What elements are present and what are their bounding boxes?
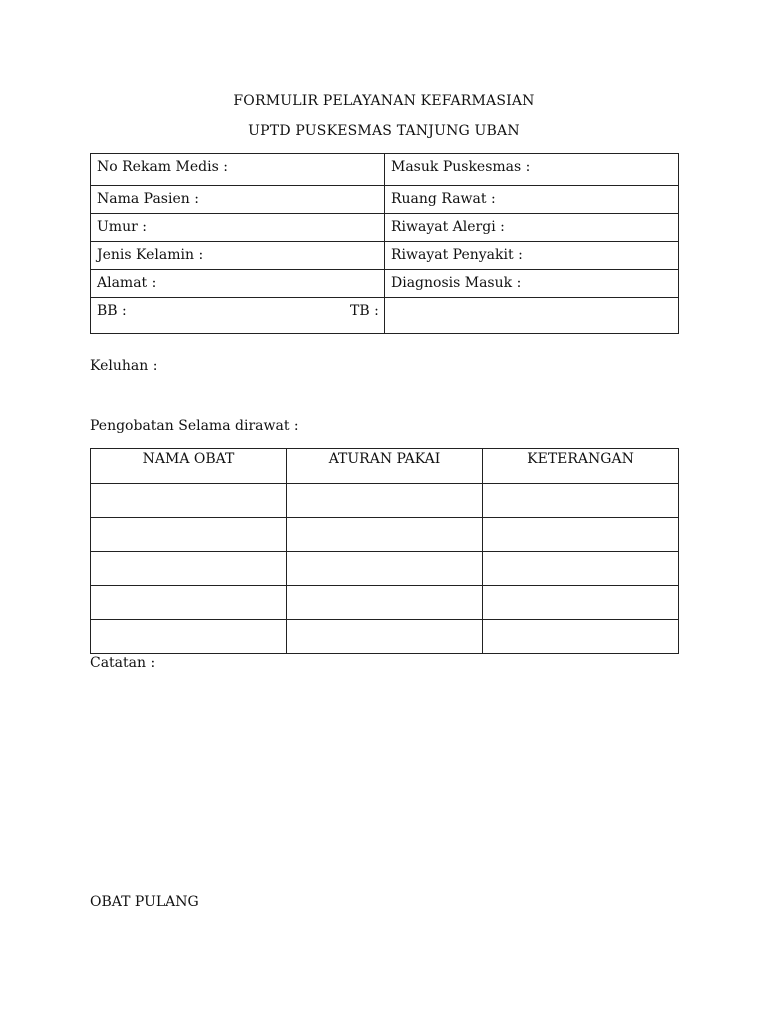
table-cell[interactable] xyxy=(287,586,483,620)
diagnosis-masuk-label: Diagnosis Masuk : xyxy=(391,275,522,291)
keluhan-label: Keluhan : xyxy=(90,358,158,374)
masuk-puskesmas-label: Masuk Puskesmas : xyxy=(391,159,531,175)
col-nama-obat: NAMA OBAT xyxy=(91,449,287,484)
umur-label: Umur : xyxy=(97,219,147,235)
riwayat-penyakit-label: Riwayat Penyakit : xyxy=(391,247,523,263)
medication-table xyxy=(90,448,679,654)
jenis-kelamin-label: Jenis Kelamin : xyxy=(97,247,204,263)
table-row xyxy=(91,586,679,620)
col-aturan-pakai: ATURAN PAKAI xyxy=(287,449,483,484)
table-row xyxy=(91,154,679,186)
table-cell[interactable] xyxy=(91,518,287,552)
table-row xyxy=(91,484,679,518)
ruang-rawat-label: Ruang Rawat : xyxy=(391,191,496,207)
table-cell[interactable] xyxy=(91,620,287,654)
patient-info-table xyxy=(90,153,679,334)
nama-pasien-label: Nama Pasien : xyxy=(97,191,199,207)
masuk-puskesmas-field[interactable] xyxy=(385,154,679,186)
table-cell[interactable] xyxy=(287,552,483,586)
table-row xyxy=(91,242,679,270)
table-cell[interactable] xyxy=(91,484,287,518)
alamat-label: Alamat : xyxy=(97,275,157,291)
table-header-row xyxy=(91,449,679,484)
riwayat-alergi-field[interactable] xyxy=(385,214,679,242)
riwayat-alergi-label: Riwayat Alergi : xyxy=(391,219,505,235)
form-subtitle: UPTD PUSKESMAS TANJUNG UBAN xyxy=(248,123,520,139)
table-cell[interactable] xyxy=(483,552,679,586)
table-row xyxy=(91,552,679,586)
table-row xyxy=(91,518,679,552)
table-cell[interactable] xyxy=(287,518,483,552)
no-rekam-medis-label: No Rekam Medis : xyxy=(97,159,228,175)
empty-field[interactable] xyxy=(385,298,679,334)
table-cell[interactable] xyxy=(483,484,679,518)
table-cell[interactable] xyxy=(287,620,483,654)
table-cell[interactable] xyxy=(91,552,287,586)
obat-pulang-label: OBAT PULANG xyxy=(90,894,199,910)
table-cell[interactable] xyxy=(483,518,679,552)
table-row xyxy=(91,298,679,334)
nama-pasien-field[interactable] xyxy=(91,186,385,214)
table-row xyxy=(91,186,679,214)
col-keterangan: KETERANGAN xyxy=(483,449,679,484)
tb-label: TB : xyxy=(350,303,379,319)
catatan-label: Catatan : xyxy=(90,655,156,671)
pengobatan-label: Pengobatan Selama dirawat : xyxy=(90,418,299,434)
ruang-rawat-field[interactable] xyxy=(385,186,679,214)
jenis-kelamin-field[interactable] xyxy=(91,242,385,270)
table-cell[interactable] xyxy=(287,484,483,518)
table-row xyxy=(91,214,679,242)
table-row xyxy=(91,270,679,298)
alamat-field[interactable] xyxy=(91,270,385,298)
table-row xyxy=(91,620,679,654)
diagnosis-masuk-field[interactable] xyxy=(385,270,679,298)
table-cell[interactable] xyxy=(483,620,679,654)
table-cell[interactable] xyxy=(483,586,679,620)
form-title: FORMULIR PELAYANAN KEFARMASIAN xyxy=(233,93,535,109)
bb-tb-field[interactable] xyxy=(91,298,385,334)
bb-label: BB : xyxy=(97,303,127,319)
umur-field[interactable] xyxy=(91,214,385,242)
no-rekam-medis-field[interactable] xyxy=(91,154,385,186)
table-cell[interactable] xyxy=(91,586,287,620)
riwayat-penyakit-field[interactable] xyxy=(385,242,679,270)
